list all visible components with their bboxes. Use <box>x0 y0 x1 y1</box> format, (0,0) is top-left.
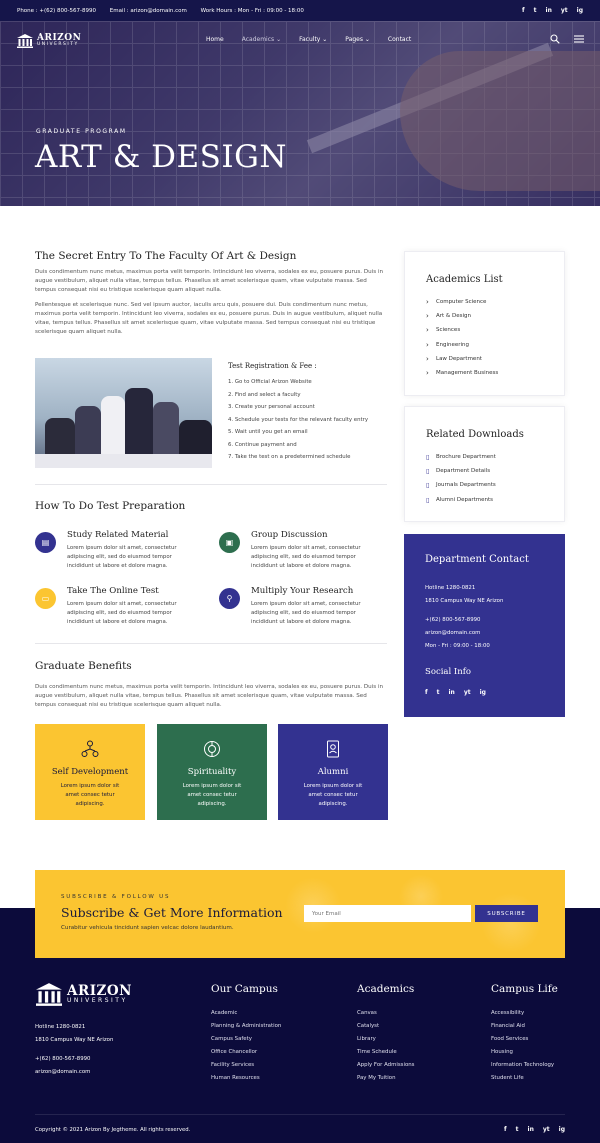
divider <box>35 484 387 485</box>
social-info-heading: Social Info <box>425 667 472 677</box>
academics-list-item[interactable] <box>426 366 564 380</box>
topbar-phone: Phone : +(62) 800-567-8990 <box>17 7 96 14</box>
academics-list-item[interactable] <box>426 295 564 309</box>
email-input[interactable] <box>304 905 471 922</box>
preparation-heading: How To Do Test Preparation <box>35 500 186 512</box>
academics-list-label: Computer Science <box>436 299 487 305</box>
university-pillars-icon <box>17 34 33 48</box>
search-icon[interactable] <box>550 34 560 44</box>
footer-link[interactable]: Financial Aid <box>491 1023 525 1029</box>
subscribe-banner <box>35 870 565 958</box>
footer-link[interactable]: Canvas <box>357 1010 377 1016</box>
instagram-icon[interactable]: ig <box>576 7 583 14</box>
youtube-icon[interactable]: yt <box>542 1126 550 1133</box>
prep-item-text: Lorem ipsum dolor sit amet, consectetur adipiscing elit, sed do eiusmod tempor incididunt ut labore et dolore magna. <box>67 545 177 569</box>
registration-step: 6. Continue payment and <box>228 441 297 448</box>
download-item[interactable] <box>426 493 564 507</box>
academics-list-widget <box>404 251 565 396</box>
facebook-icon[interactable]: f <box>504 1126 507 1133</box>
document-icon: ▯ <box>426 453 430 461</box>
chevron-right-icon: › <box>426 312 429 321</box>
chevron-right-icon: › <box>426 340 429 349</box>
registration-steps <box>228 362 388 464</box>
prep-item-text: Lorem ipsum dolor sit amet, consectetur adipiscing elit, sed do eiusmod tempor incididunt ut labore et dolore magna. <box>251 601 361 625</box>
photo-table <box>35 454 212 468</box>
nav-pages[interactable] <box>345 36 370 43</box>
download-item[interactable] <box>426 478 564 492</box>
instagram-icon[interactable]: ig <box>558 1126 565 1133</box>
nav-pages-label: Pages <box>345 36 363 43</box>
academics-list-label: Engineering <box>436 341 469 348</box>
benefit-card[interactable] <box>157 724 267 820</box>
site-logo[interactable] <box>17 34 81 48</box>
academics-list-item[interactable] <box>426 323 564 337</box>
download-item[interactable] <box>426 464 564 478</box>
footer-link[interactable]: Apply For Admissions <box>357 1062 415 1068</box>
footer-link[interactable]: Library <box>357 1036 376 1042</box>
benefit-card[interactable] <box>278 724 388 820</box>
benefits-heading: Graduate Benefits <box>35 660 132 672</box>
registration-section <box>35 358 387 468</box>
footer-email[interactable]: arizon@domain.com <box>35 1069 91 1075</box>
benefit-card-title: Self Development <box>51 767 129 777</box>
document-icon: ▯ <box>426 467 430 476</box>
twitter-icon[interactable]: t <box>436 689 440 696</box>
discussion-icon: ▣ <box>219 532 240 553</box>
linkedin-icon[interactable]: in <box>527 1126 534 1133</box>
facebook-icon[interactable]: f <box>425 689 428 696</box>
chevron-right-icon: › <box>426 298 429 306</box>
registration-step: 1. Go to Official Arizon Website <box>228 379 312 385</box>
nav-academics[interactable] <box>242 36 281 43</box>
nav-contact[interactable]: Contact <box>387 36 412 43</box>
registration-heading: Test Registration & Fee : <box>228 362 317 370</box>
academics-list-item[interactable] <box>426 352 564 366</box>
registration-step: 4. Schedule your tests for the relevant faculty entry <box>228 416 369 423</box>
footer-link[interactable]: Campus Safety <box>211 1036 252 1042</box>
contact-phone[interactable]: +(62) 800-567-8990 <box>425 617 481 623</box>
benefit-card-text: Lorem ipsum dolor sit amet consec tetur adipiscing. <box>303 783 363 807</box>
footer-link[interactable]: Accessibility <box>491 1010 525 1016</box>
footer-link[interactable]: Human Resources <box>211 1075 260 1081</box>
academics-list-item[interactable] <box>426 338 564 352</box>
footer-link[interactable]: Information Technology <box>491 1062 555 1068</box>
registration-step: 7. Take the test on a predetermined schedule <box>228 454 351 460</box>
subscribe-kicker: SUBSCRIBE & FOLLOW US <box>61 894 171 900</box>
youtube-icon[interactable]: yt <box>463 689 471 696</box>
hamburger-menu-icon[interactable] <box>574 34 584 44</box>
contact-hotline: Hotline 1280-0821 <box>425 585 476 591</box>
footer-phone[interactable]: +(62) 800-567-8990 <box>35 1056 91 1062</box>
footer-social <box>504 1126 565 1133</box>
registration-step: 5. Wait until you get an email <box>228 429 308 435</box>
chevron-right-icon: › <box>426 326 429 335</box>
footer-logo[interactable] <box>36 983 132 1006</box>
academics-list-label: Art & Design <box>436 313 471 320</box>
footer-link[interactable]: Office Chancellor <box>211 1049 258 1055</box>
topbar-social <box>522 7 583 14</box>
chevron-down-icon: ⌄ <box>364 36 370 43</box>
footer-logo-subtitle: UNIVERSITY <box>67 997 128 1005</box>
benefit-card-text: Lorem ipsum dolor sit amet consec tetur adipiscing. <box>60 783 120 807</box>
footer-link[interactable]: Facility Services <box>211 1062 255 1068</box>
intro-paragraph-1: Duis condimentum nunc metus, maximus porta velit temporin. Intincidunt leo viverra, sodales ex eu, posuere purus. Duis in augue vestibulum, aliquet nulla vitae, tempus tellus. Phasellus sit amet scelerisque quam, vitae vulputate massa. Sed tempus consequat nisi eu tristique scelerisque quam aliquet nulla. <box>35 269 384 293</box>
prep-item-text: Lorem ipsum dolor sit amet, consectetur adipiscing elit, sed do eiusmod tempor incididunt ut labore et dolore magna. <box>67 601 177 625</box>
department-contact-widget <box>404 534 565 717</box>
hero-banner <box>0 21 600 206</box>
nav-menu <box>206 36 429 43</box>
students-photo <box>35 358 212 468</box>
logo-subtitle: UNIVERSITY <box>37 42 79 48</box>
prep-item-text: Lorem ipsum dolor sit amet, consectetur adipiscing elit, sed do eiusmod tempor incididunt ut labore et dolore magna. <box>251 545 361 569</box>
intro-paragraph-2: Pellentesque et scelerisque nunc. Sed vel ipsum auctor, iaculis arcu quis, posuere dui. Duis condimentum nunc metus, maximus porta velit temporin. Intincidunt leo viverra, sodales ex eu, posuere purus. Duis in augue vestibulum, aliquet nulla vitae, tempus tellus. Phasellus sit amet scelerisque quam, vitae vulputate massa. Sed tempus consequat nisi eu tristique scelerisque quam aliquet nulla. <box>35 302 383 335</box>
footer-link[interactable]: Planning & Administration <box>211 1023 282 1029</box>
footer-column-academics <box>357 983 414 1085</box>
document-icon: ▯ <box>426 481 430 490</box>
download-label: Brochure Department <box>436 454 496 460</box>
topbar-email: Email : arizon@domain.com <box>109 7 187 14</box>
footer-link[interactable]: Housing <box>491 1049 513 1055</box>
nav-home[interactable]: Home <box>206 36 224 43</box>
academics-list-label: Sciences <box>436 327 461 334</box>
network-icon <box>81 740 99 758</box>
top-info-bar <box>0 0 600 21</box>
subscribe-description: Curabitur vehicula tincidunt sapien velcac dolore laudantium. <box>61 925 234 931</box>
twitter-icon[interactable]: t <box>515 1126 519 1133</box>
footer-column-heading: Academics <box>357 983 415 995</box>
footer-link[interactable]: Time Schedule <box>357 1049 397 1055</box>
footer-logo-name: ARIZON <box>67 982 132 999</box>
hero-subtitle: GRADUATE PROGRAM <box>36 128 127 135</box>
footer-column-campus-life <box>491 983 558 1085</box>
logo-name: ARIZON <box>37 33 82 44</box>
prep-item-title: Take The Online Test <box>67 586 159 596</box>
footer-column-heading: Our Campus <box>211 983 278 995</box>
intro-heading: The Secret Entry To The Faculty Of Art & Design <box>35 250 297 262</box>
footer-link[interactable]: Catalyst <box>357 1023 380 1029</box>
university-pillars-icon <box>36 983 62 1006</box>
prep-item-title: Study Related Material <box>67 530 169 540</box>
prep-item-title: Multiply Your Research <box>251 586 354 596</box>
chevron-right-icon: › <box>426 354 429 363</box>
nav-icons <box>550 34 584 44</box>
chevron-down-icon: ⌄ <box>322 36 328 43</box>
registration-step: 3. Create your personal account <box>228 404 315 410</box>
academics-list-item[interactable] <box>426 309 564 323</box>
benefits-paragraph: Duis condimentum nunc metus, maximus porta velit temporin. Intincidunt leo viverra, sodales ex eu, posuere purus. Duis in augue vestibulum, aliquet nulla vitae, tempus tellus. Phasellus sit amet scelerisque quam, vitae vulputate massa. Sed tempus consequat nisi eu tristique scelerisque quam aliquet nulla. <box>35 684 384 708</box>
academics-list-label: Management Business <box>436 370 499 377</box>
linkedin-icon[interactable]: in <box>545 7 552 14</box>
laurel-icon <box>203 740 221 758</box>
downloads-heading: Related Downloads <box>426 429 524 440</box>
benefit-card-title: Spirituality <box>187 767 237 777</box>
download-label: Journals Departments <box>436 482 496 489</box>
linkedin-icon[interactable]: in <box>448 689 455 696</box>
contact-heading: Department Contact <box>425 554 529 565</box>
subscribe-heading: Subscribe & Get More Information <box>61 905 283 920</box>
divider <box>35 643 387 644</box>
id-card-icon <box>324 740 342 758</box>
youtube-icon[interactable]: yt <box>560 7 568 14</box>
book-icon: ▤ <box>35 532 56 553</box>
footer-divider <box>35 1114 565 1115</box>
footer-column-heading: Campus Life <box>491 983 558 995</box>
related-downloads-widget <box>404 406 565 522</box>
magnifier-icon: ⚲ <box>219 588 240 609</box>
page-title: ART & DESIGN <box>35 139 288 175</box>
subscribe-button[interactable]: SUBSCRIBE <box>475 905 538 922</box>
footer-hotline: Hotline 1280-0821 <box>35 1024 86 1030</box>
laptop-icon: ▭ <box>35 588 56 609</box>
contact-address: 1810 Campus Way NE Arizon <box>425 598 504 604</box>
footer-link[interactable]: Pay My Tuition <box>357 1075 396 1081</box>
facebook-icon[interactable]: f <box>522 7 525 14</box>
download-label: Alumni Departments <box>436 496 494 503</box>
nav-faculty-label: Faculty <box>299 36 321 43</box>
chevron-right-icon: › <box>426 369 429 378</box>
registration-step: 2. Find and select a faculty <box>228 391 301 398</box>
benefit-card-text: Lorem ipsum dolor sit amet consec tetur adipiscing. <box>182 783 242 807</box>
prep-item-title: Group Discussion <box>251 530 328 540</box>
contact-social <box>425 689 486 696</box>
chevron-down-icon: ⌄ <box>276 36 282 43</box>
footer-address: 1810 Campus Way NE Arizon <box>35 1037 114 1043</box>
benefit-card[interactable] <box>35 724 145 820</box>
footer-link[interactable]: Food Services <box>491 1036 529 1042</box>
twitter-icon[interactable]: t <box>533 7 537 14</box>
download-item[interactable] <box>426 450 564 464</box>
instagram-icon[interactable]: ig <box>479 689 486 696</box>
academics-list-heading: Academics List <box>426 274 503 285</box>
topbar-hours: Work Hours : Mon - Fri : 09:00 - 18:00 <box>200 7 304 14</box>
footer-column-our-campus <box>211 983 281 1085</box>
nav-academics-label: Academics <box>241 36 275 43</box>
academics-list-label: Law Department <box>436 355 482 362</box>
document-icon: ▯ <box>426 495 430 504</box>
footer-link[interactable]: Student Life <box>491 1075 524 1081</box>
copyright: Copyright © 2021 Arizon By Jegtheme. All rights reserved. <box>35 1127 191 1133</box>
main-content <box>35 250 387 807</box>
nav-faculty[interactable] <box>299 36 327 43</box>
download-label: Department Details <box>436 468 491 475</box>
benefit-card-title: Alumni <box>317 767 349 777</box>
footer-link[interactable]: Academic <box>211 1010 238 1016</box>
contact-email[interactable]: arizon@domain.com <box>425 630 481 636</box>
contact-hours: Mon - Fri : 09:00 - 18:00 <box>425 643 490 649</box>
